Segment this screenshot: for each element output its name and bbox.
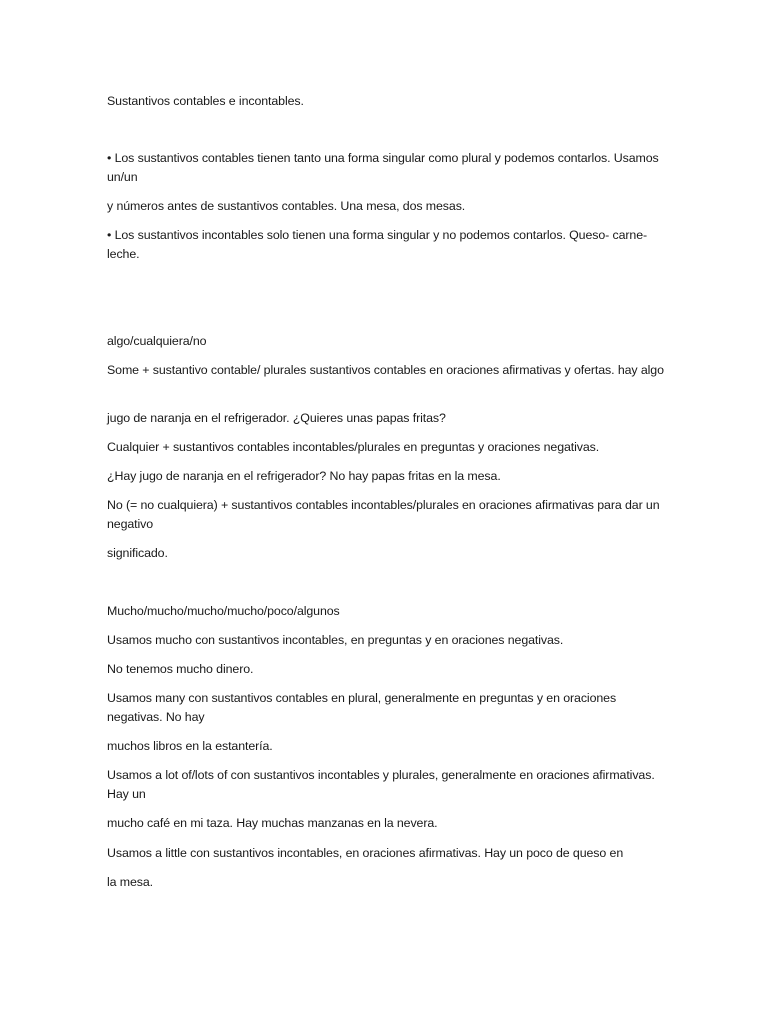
paragraph-a-lot-of-example: mucho café en mi taza. Hay muchas manzanas en la nevera.: [107, 816, 438, 830]
section-heading-much-many: Mucho/mucho/mucho/mucho/poco/algunos: [107, 604, 340, 618]
paragraph-countable-definition: • Los sustantivos contables tienen tanto una forma singular como plural y podemos contarlos. Usamos un/un: [107, 151, 659, 184]
section-heading-some-any-no: algo/cualquiera/no: [107, 334, 207, 348]
paragraph-uncountable-definition: • Los sustantivos incontables solo tienen una forma singular y no podemos contarlos. Queso- carne- leche.: [107, 228, 648, 261]
paragraph-any-rule: Cualquier + sustantivos contables incontables/plurales en preguntas y oraciones negativas.: [107, 440, 600, 454]
paragraph-no-rule: No (= no cualquiera) + sustantivos contables incontables/plurales en oraciones afirmativas para dar un negativo: [107, 498, 660, 531]
paragraph-any-example: ¿Hay jugo de naranja en el refrigerador? No hay papas fritas en la mesa.: [107, 469, 501, 483]
document-title: Sustantivos contables e incontables.: [107, 94, 304, 108]
paragraph-a-little-rule: Usamos a little con sustantivos incontables, en oraciones afirmativas. Hay un poco de queso en: [107, 846, 624, 860]
paragraph-many-rule: Usamos many con sustantivos contables en plural, generalmente en preguntas y en oraciones negativas. No hay: [107, 691, 617, 724]
paragraph-no-rule-continued: significado.: [107, 546, 168, 560]
paragraph-some-rule: Some + sustantivo contable/ plurales sustantivos contables en oraciones afirmativas y ofertas. hay algo: [107, 363, 664, 377]
paragraph-a-lot-of-rule: Usamos a lot of/lots of con sustantivos incontables y plurales, generalmente en oraciones afirmativas. Hay un: [107, 768, 655, 801]
paragraph-many-example: muchos libros en la estantería.: [107, 739, 273, 753]
paragraph-countable-examples: y números antes de sustantivos contables. Una mesa, dos mesas.: [107, 199, 466, 213]
paragraph-some-example: jugo de naranja en el refrigerador. ¿Quieres unas papas fritas?: [107, 411, 446, 425]
paragraph-much-rule: Usamos mucho con sustantivos incontables, en preguntas y en oraciones negativas.: [107, 633, 564, 647]
paragraph-much-example: No tenemos mucho dinero.: [107, 662, 254, 676]
paragraph-a-little-continued: la mesa.: [107, 875, 154, 889]
